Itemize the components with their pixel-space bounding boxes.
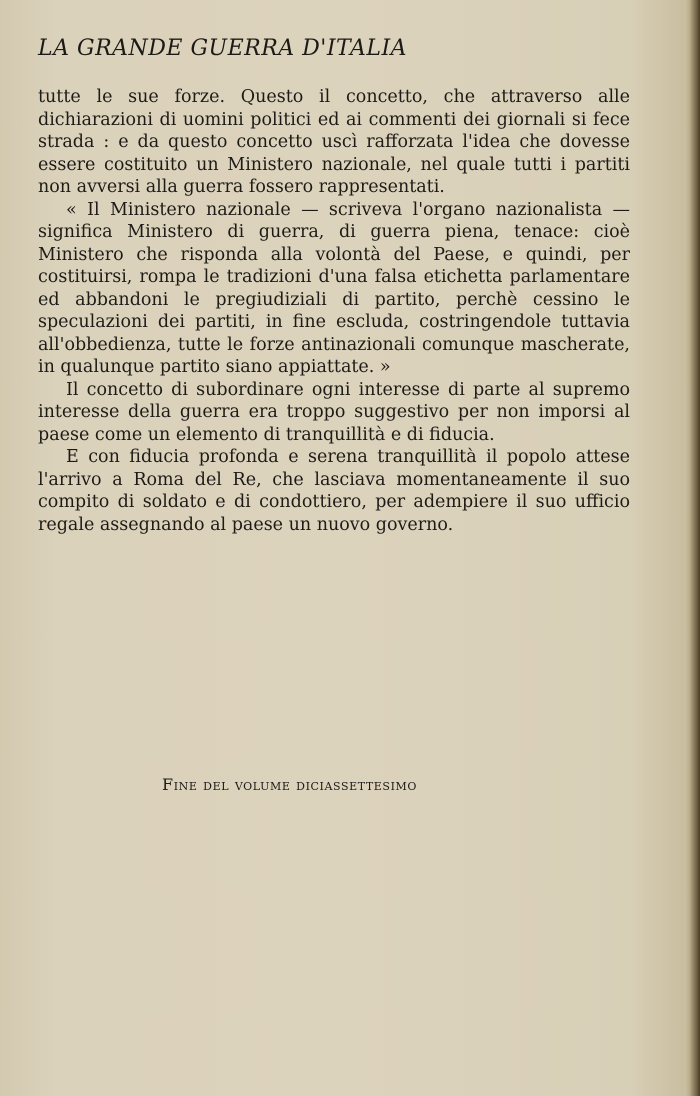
body-text	[38, 86, 630, 536]
running-head: LA GRANDE GUERRA D'ITALIA	[38, 36, 408, 61]
end-of-volume-note: Fine del volume diciassettesimo	[162, 775, 417, 794]
paragraph-2: « Il Ministero nazionale — scriveva l'organo nazionalista — significa Ministero di guerra, di guerra piena, tenace: cioè Ministero che risponda alla volontà del Paese, e quindi, per costituirsi, rompa le tradizioni d'una falsa etichetta parlamentare ed abbandoni le pregiudiziali di partito, perchè cessino le speculazioni dei partiti, in fine escluda, costringendole tuttavia all'obbedienza, tutte le forze antinazionali comunque mascherate, in qualunque partito siano appiattate. »	[38, 199, 630, 377]
paragraph-1: tutte le sue forze. Questo il concetto, che attraverso alle dichiarazioni di uomini politici ed ai commenti dei giornali si fece strada : e da questo concetto uscì rafforzata l'idea che dovesse essere costituito un Ministero nazionale, nel quale tutti i partiti non avversi alla guerra fossero rappresentati.	[38, 87, 630, 197]
page-edge-shadow	[690, 0, 700, 1096]
paragraph-3: Il concetto di subordinare ogni interesse di parte al supremo interesse della guerra era troppo suggestivo per non imporsi al paese come un elemento di tranquillità e di fiducia.	[38, 379, 630, 445]
paragraph-4: E con fiducia profonda e serena tranquillità il popolo attese l'arrivo a Roma del Re, che lasciava momentaneamente il suo compito di soldato e di condottiero, per adempiere il suo ufficio regale assegnando al paese un nuovo governo.	[38, 447, 630, 535]
